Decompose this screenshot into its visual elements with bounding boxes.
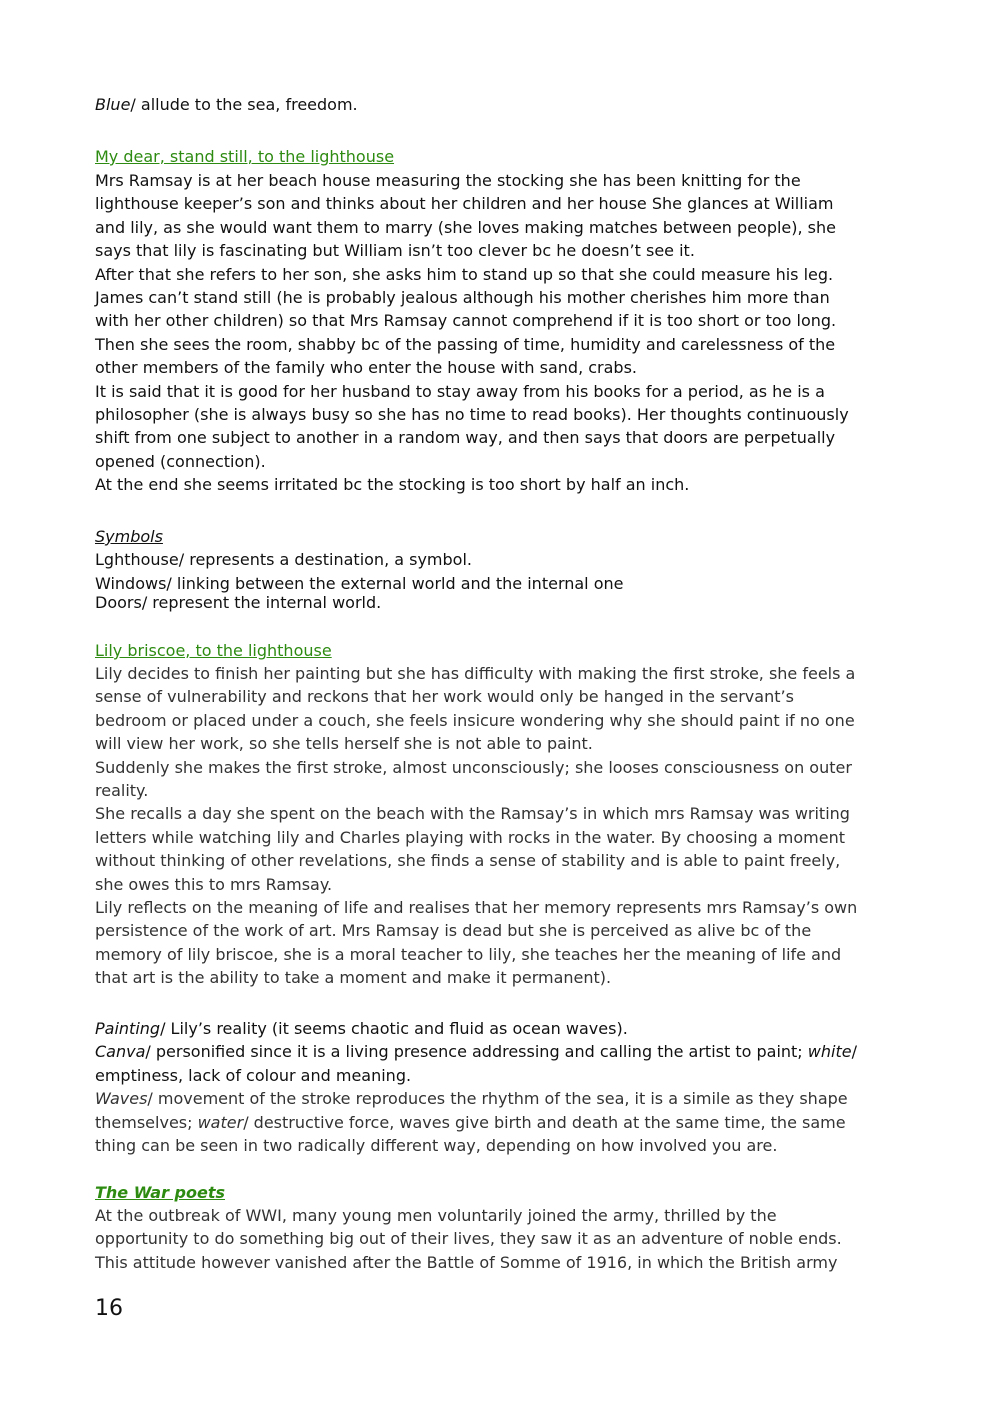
paragraph-line: This attitude however vanished after the Battle of Somme of 1916, in which the British army <box>95 1252 838 1272</box>
waves-line2-a: themselves; <box>95 1113 198 1132</box>
blue-text: / allude to the sea, freedom. <box>130 95 358 114</box>
waves-line2-b: / destructive force, waves give birth and death at the same time, the same <box>243 1113 846 1132</box>
canva-term: Canva <box>95 1042 146 1061</box>
paragraph-line: philosopher (she is always busy so she has no time to read books). Her thoughts continuously <box>95 405 849 424</box>
section-heading-stand-still[interactable]: My dear, stand still, to the lighthouse <box>95 147 395 166</box>
symbols-heading: Symbols <box>95 527 163 546</box>
paragraph-line: memory of lily briscoe, she is a moral teacher to lily, she teaches her the meaning of life and <box>95 944 842 964</box>
page-number: 16 <box>95 1296 123 1321</box>
paragraph-line: At the end she seems irritated bc the stocking is too short by half an inch. <box>95 475 690 495</box>
paragraph-line: Suddenly she makes the first stroke, almost unconsciously; she looses consciousness on outer <box>95 757 852 777</box>
blue-line <box>95 95 358 115</box>
blue-term: Blue <box>95 95 131 114</box>
paragraph-line: Lily reflects on the meaning of life and realises that her memory represents mrs Ramsay’s own <box>95 898 858 917</box>
section-heading-war-poets[interactable]: The War poets <box>95 1183 226 1202</box>
paragraph-line: and lily, as she would want them to marry (she loves making matches between people), she <box>95 217 836 237</box>
paragraph-line: Lily decides to finish her painting but she has difficulty with making the first stroke, she feels a <box>95 664 856 683</box>
paragraph-line: without thinking of other revelations, she finds a sense of stability and is able to paint freely, <box>95 851 841 871</box>
paragraph-line: reality. <box>95 781 149 800</box>
paragraph-line: bedroom or placed under a couch, she feels insicure wondering why she should paint if no one <box>95 710 855 730</box>
term-waves <box>95 1089 848 1109</box>
term-painting <box>95 1019 628 1039</box>
term-waves-line3: thing can be seen in two radically different way, depending on how involved you are. <box>95 1136 778 1155</box>
painting-term: Painting <box>95 1019 161 1038</box>
symbol-doors: Doors/ represent the internal world. <box>95 593 382 612</box>
paragraph-line: It is said that it is good for her husband to stay away from his books for a period, as he is a <box>95 381 825 401</box>
paragraph-line: says that lily is fascinating but William isn’t too clever bc he doesn’t see it. <box>95 241 695 261</box>
paragraph-line: sense of vulnerability and reckons that her work would only be hanged in the servant’s <box>95 687 794 707</box>
paragraph-line: Mrs Ramsay is at her beach house measuring the stocking she has been knitting for the <box>95 171 801 190</box>
paragraph-line: opened (connection). <box>95 451 266 471</box>
paragraph-line: with her other children) so that Mrs Ramsay cannot comprehend if it is too short or too long. <box>95 311 837 331</box>
paragraph-line: will view her work, so she tells herself she is not able to paint. <box>95 734 593 754</box>
paragraph-line: After that she refers to her son, she asks him to stand up so that she could measure his leg. <box>95 264 834 284</box>
paragraph-line: opportunity to do something big out of their lives, they saw it as an adventure of noble ends. <box>95 1229 842 1249</box>
term-canva <box>95 1042 857 1062</box>
paragraph-line: that art is the ability to take a moment and make it permanent). <box>95 968 612 988</box>
paragraph-line: At the outbreak of WWI, many young men voluntarily joined the army, thrilled by the <box>95 1206 777 1225</box>
paragraph-line: other members of the family who enter the house with sand, crabs. <box>95 358 637 378</box>
waves-text: / movement of the stroke reproduces the rhythm of the sea, it is a simile as they shape <box>147 1089 848 1108</box>
painting-text: / Lily’s reality (it seems chaotic and fluid as ocean waves). <box>160 1019 628 1038</box>
paragraph-line: Then she sees the room, shabby bc of the passing of time, humidity and carelessness of the <box>95 334 836 354</box>
white-term: white <box>807 1042 852 1061</box>
paragraph-line: James can’t stand still (he is probably jealous although his mother cherishes him more than <box>95 288 830 307</box>
white-text: / <box>851 1042 857 1061</box>
waves-term: Waves <box>95 1089 148 1108</box>
section-heading-lily-briscoe[interactable]: Lily briscoe, to the lighthouse <box>95 641 332 660</box>
paragraph-line: She recalls a day she spent on the beach with the Ramsay’s in which mrs Ramsay was writing <box>95 804 850 824</box>
term-waves-line2 <box>95 1113 846 1133</box>
paragraph-line: persistence of the work of art. Mrs Ramsay is dead but she is perceived as alive bc of the <box>95 921 812 941</box>
paragraph-line: lighthouse keeper’s son and thinks about her children and her house She glances at William <box>95 194 834 214</box>
term-canva-line2: emptiness, lack of colour and meaning. <box>95 1066 412 1085</box>
symbol-lighthouse: Lghthouse/ represents a destination, a symbol. <box>95 550 472 569</box>
paragraph-line: shift from one subject to another in a random way, and then says that doors are perpetually <box>95 428 836 448</box>
paragraph-line: she owes this to mrs Ramsay. <box>95 874 333 894</box>
paragraph-line: letters while watching lily and Charles playing with rocks in the water. By choosing a moment <box>95 827 845 847</box>
water-term: water <box>197 1113 244 1132</box>
canva-text: / personified since it is a living presence addressing and calling the artist to paint; <box>145 1042 808 1061</box>
symbol-windows: Windows/ linking between the external world and the internal one <box>95 574 624 593</box>
